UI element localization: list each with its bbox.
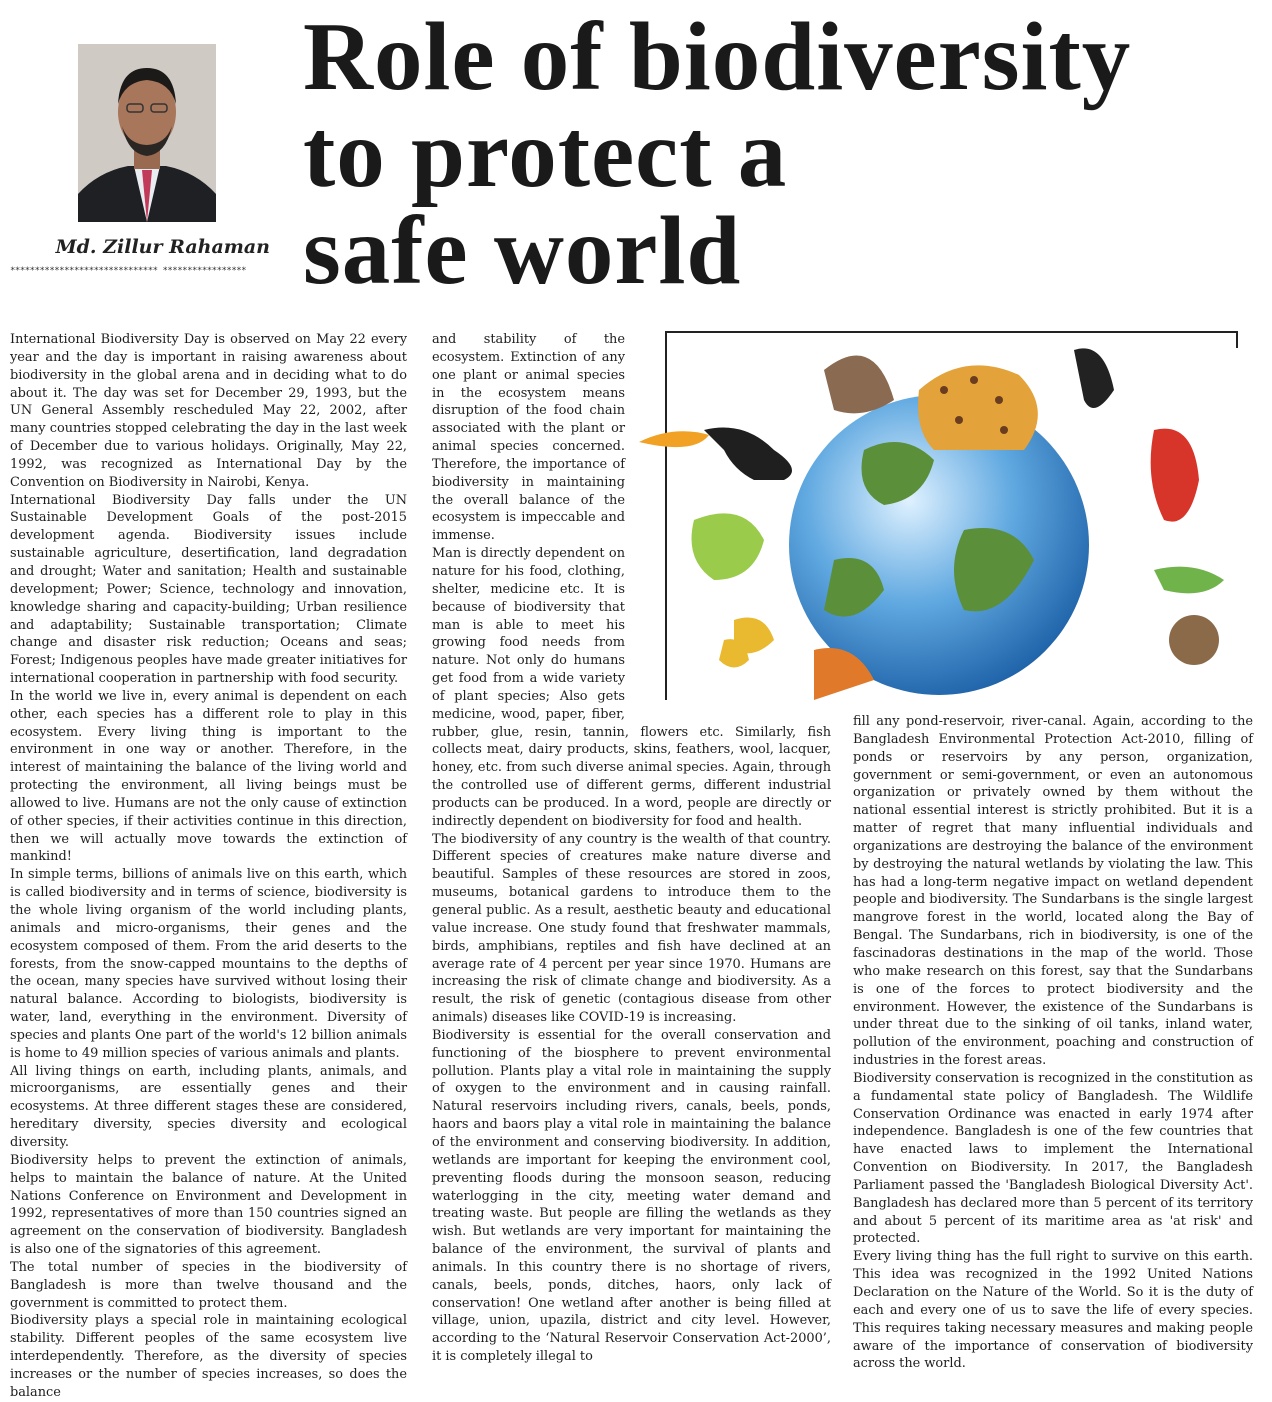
paragraph: International Biodiversity Day is observed on May 22 every year and the day is important in raising awareness about biodiversity in the global arena and in deciding what to do about it. The day was set for December 29, 1993, but the UN General Assembly rescheduled May 22, 2002, after many countries stopped celebrating the day in the last week of December due to various holidays. Originally, May 22, 1992, was recognized as International Day by the Convention on Biodiversity in Nairobi, Kenya. bbox=[10, 332, 407, 490]
paragraph: In the world we live in, every animal is dependent on each other, each species has a different role to play in this ecosystem. Every living thing is important to the environment in one way or another. Therefore, in the interest of maintaining the balance of the living world and protecting the environment, all living beings must be allowed to live. Humans are not the only cause of extinction of other species, if their activities continue in this direction, then we will actually move towards the extinction of mankind! bbox=[10, 688, 407, 865]
monkey-icon bbox=[1169, 615, 1219, 665]
paragraph: All living things on earth, including plants, animals, and microorganisms, are essentially genes and their ecosystems. At three different stages these are considered, hereditary diversity, species diversity and ecological diversity. bbox=[10, 1063, 407, 1150]
paragraph: Biodiversity conservation is recognized in the constitution as a fundamental state policy of Bangladesh. The Wildlife Conservation Ordinance was enacted in early 1974 after independence. Bangladesh is one of the few countries that have enacted laws to implement the International Convention on Biodiversity. In 2017, the Bangladesh Parliament passed the 'Bangladesh Biological Diversity Act'. Bangladesh has declared more than 5 percent of its territory and about 5 percent of its maritime area as 'at risk' and protected. bbox=[853, 1070, 1253, 1247]
author-photo bbox=[78, 44, 216, 222]
headline bbox=[303, 3, 1132, 304]
paragraph: In simple terms, billions of animals live on this earth, which is called biodiversity and in terms of science, biodiversity is the whole living organism of the world including plants, animals and micro-organisms, their genes and the ecosystem composed of them. From the arid deserts to the forests, from the snow-capped mountains to the depths of the ocean, many species have survived without losing their natural balance. According to biologists, biodiversity is water, land, everything in the environment. Diversity of species and plants One part of the world's 12 billion animals is home to 49 million species of various animals and plants. bbox=[10, 867, 407, 1061]
paragraph: The total number of species in the biodiversity of Bangladesh is more than twelve thousand and the government is committed to protect them. bbox=[10, 1259, 407, 1311]
headline-line: safe world bbox=[303, 197, 742, 304]
paragraph: Man is directly dependent on nature for his food, clothing, shelter, medicine etc. It is because of biodiversity that man is able to meet his growing food needs from nature. Not only do humans get food from a wide variety of plant species; Also gets medicine, wood, paper, fiber, rubber, glue, resin, tannin, flowers etc. Similarly, fish collects meat, dairy products, skins, feathers, wool, lacquer, honey, etc. from such diverse animal species. Again, through the controlled use of different germs, different industrial products can be produced. In a word, people are directly or indirectly dependent on biodiversity for food and health. bbox=[432, 546, 831, 829]
paragraph: and stability of the ecosystem. Extinction of any one plant or animal species in the ecosystem means disruption of the food chain associated with the plant or animal species concerned. Therefore, the importance of biodiversity in maintaining the overall balance of the ecosystem is impeccable and immense. bbox=[432, 332, 625, 544]
headline-line: Role of biodiversity bbox=[303, 3, 1132, 110]
frog-icon bbox=[1154, 567, 1224, 594]
article-column-3 bbox=[853, 713, 1253, 1373]
paragraph: Biodiversity plays a special role in maintaining ecological stability. Different peoples of the same ecosystem live interdependently. Therefore, as the diversity of species increases or the number of species increases, so does the balance bbox=[10, 1313, 407, 1400]
paragraph: International Biodiversity Day falls under the UN Sustainable Development Goals of the post-2015 development agenda. Biodiversity issues include sustainable agriculture, desertification, land degradation and drought; Water and sanitation; Health and sustainable development; Power; Science, technology and innovation, knowledge sharing and capacity-building; Urban resilience and adaptability; Sustainable transportation; Climate change and disaster risk reduction; Oceans and seas; Forest; Indigenous peoples have made greater initiatives for international cooperation in partnership with food security. bbox=[10, 492, 407, 687]
byline-separator: ****************************** ***************** bbox=[10, 266, 247, 276]
article-column-1 bbox=[10, 331, 407, 1402]
parrot-icon bbox=[1151, 429, 1199, 522]
figure-wrap-space bbox=[625, 331, 831, 719]
article-column-2 bbox=[432, 331, 831, 1366]
paragraph: fill any pond-reservoir, river-canal. Again, according to the Bangladesh Environmental Protection Act-2010, filling of ponds or reservoirs by any person, organization, government or semi-government, or even an autonomous organization or privately owned by them without the national essential interest is strictly prohibited. But it is a matter of regret that many influential individuals and organizations are destroying the balance of the environment by destroying the natural wetlands by violating the law. This has had a long-term negative impact on wetland dependent people and biodiversity. The Sundarbans is the single largest mangrove forest in the world, located along the Bay of Bengal. The Sundarbans, rich in biodiversity, is one of the fascinadoras destinations in the map of the world. Those who make research on this forest, say that the Sundarbans is one of the forces to protect biodiversity and the environment. However, the existence of the Sundarbans is under threat due to the sinking of oil tanks, inland water, pollution of the environment, poaching and construction of industries in the forest areas. bbox=[853, 714, 1253, 1069]
fan-palm-icon bbox=[824, 355, 894, 413]
author-name: Md. Zillur Rahaman bbox=[55, 236, 270, 258]
leopard-icon bbox=[918, 365, 1038, 450]
paragraph: Every living thing has the full right to survive on this earth. This idea was recognized in the 1992 United Nations Declaration on the Nature of the World. So it is the duty of each and every one of us to save the life of every species. This requires taking necessary measures and making people aware of the importance of conservation of biodiversity across the world. bbox=[853, 1249, 1253, 1372]
paragraph: Biodiversity helps to prevent the extinction of animals, helps to maintain the balance of nature. At the United Nations Conference on Environment and Development in 1992, representatives of more than 150 countries signed an agreement on the conservation of biodiversity. Bangladesh is also one of the signatories of this agreement. bbox=[10, 1152, 407, 1258]
paragraph: Biodiversity is essential for the overall conservation and functioning of the biosphere to prevent environmental pollution. Plants play a vital role in maintaining the supply of oxygen to the environment and in causing rainfall. Natural reservoirs including rivers, canals, beels, ponds, haors and baors play a vital role in maintaining the balance of the environment and conserving biodiversity. In addition, wetlands are important for keeping the environment cool, preventing floods during the monsoon season, reducing waterlogging in the city, meeting water demand and treating waste. But people are filling the wetlands as they wish. But wetlands are very important for maintaining the balance of the environment, the survival of plants and animals. In this country there is no shortage of rivers, canals, beels, ponds, ditches, haors, only lack of conservation! One wetland after another is being filled at village, union, upazila, district and city level. However, according to the ‘Natural Reservoir Conservation Act-2000’, it is completely illegal to bbox=[432, 1027, 831, 1365]
headline-line: to protect a bbox=[303, 100, 788, 207]
paragraph: The biodiversity of any country is the wealth of that country. Different species of creatures make nature diverse and beautiful. Samples of these resources are stored in zoos, museums, botanical gardens to introduce them to the general public. As a result, aesthetic beauty and educational value increase. One study found that freshwater mammals, birds, amphibians, reptiles and fish have declined at an average rate of 4 percent per year since 1970. Humans are increasing the risk of climate change and biodiversity. As a result, the risk of genetic (contagious disease from other animals) diseases like COVID-19 is increasing. bbox=[432, 831, 831, 1026]
